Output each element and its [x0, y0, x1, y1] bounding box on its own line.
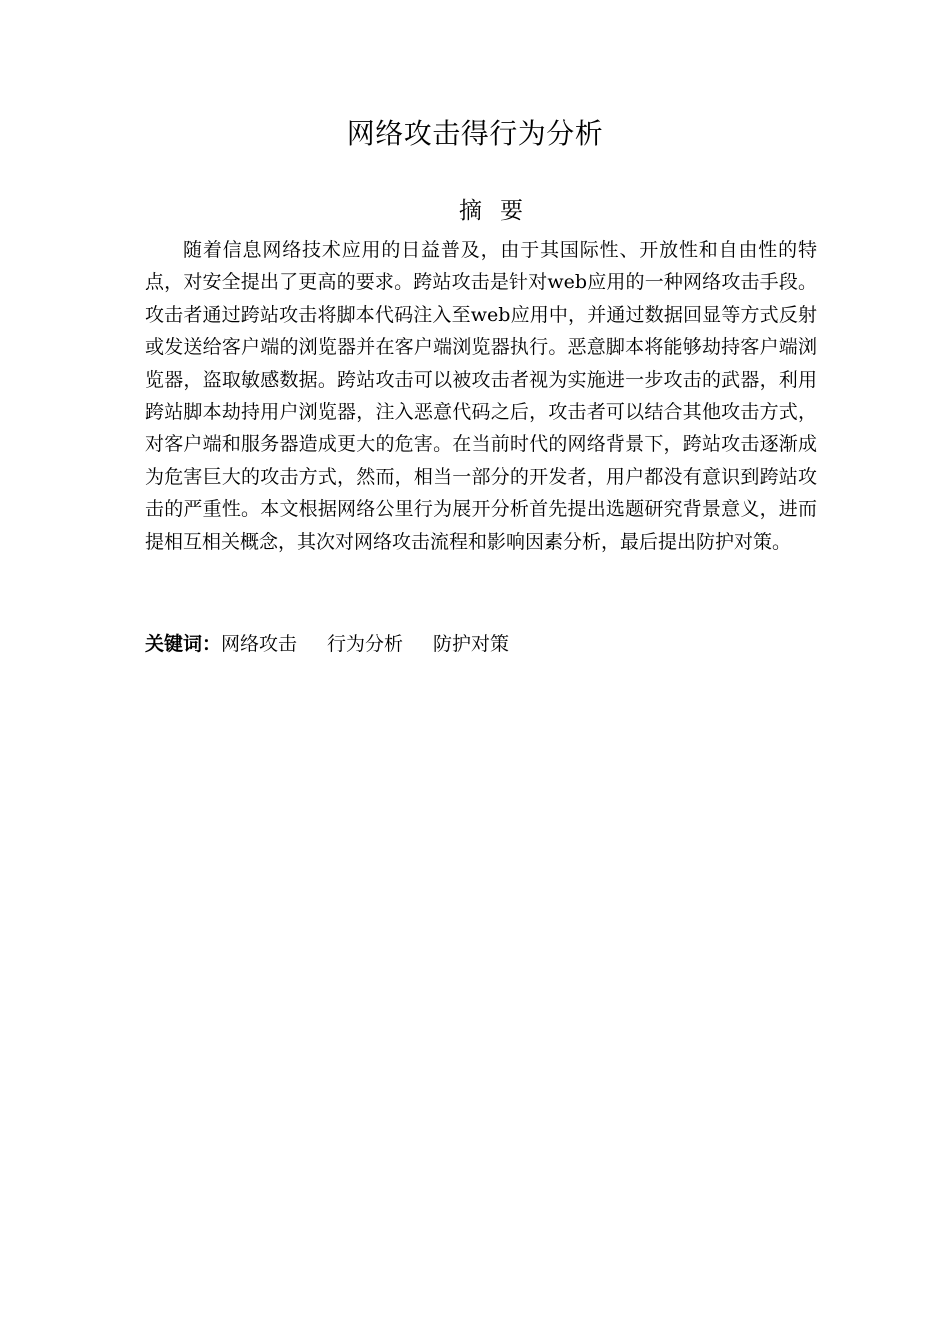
- keywords-label: 关键词：: [145, 633, 222, 655]
- keywords-line: [145, 628, 817, 660]
- abstract-body: 随着信息网络技术应用的日益普及，由于其国际性、开放性和自由性的特点，对安全提出了更高的要求。跨站攻击是针对web应用的一种网络攻击手段。攻击者通过跨站攻击将脚本代码注入至web应用中，并通过数据回显等方式反射或发送给客户端的浏览器并在客户端浏览器执行。恶意脚本将能够劫持客户端浏览器，盗取敏感数据。跨站攻击可以被攻击者视为实施进一步攻击的武器，利用跨站脚本劫持用户浏览器，注入恶意代码之后，攻击者可以结合其他攻击方式，对客户端和服务器造成更大的危害。在当前时代的网络背景下，跨站攻击逐渐成为危害巨大的攻击方式，然而，相当一部分的开发者，用户都没有意识到跨站攻击的严重性。本文根据网络公里行为展开分析首先提出选题研究背景意义，进而提相互相关概念，其次对网络攻击流程和影响因素分析，最后提出防护对策。: [145, 239, 817, 553]
- abstract-heading: 摘要: [459, 198, 541, 224]
- keyword-item: 网络攻击: [221, 633, 298, 655]
- document-title: 网络攻击得行为分析: [346, 117, 604, 150]
- keyword-item: 行为分析: [327, 633, 404, 655]
- keyword-item: 防护对策: [433, 633, 510, 655]
